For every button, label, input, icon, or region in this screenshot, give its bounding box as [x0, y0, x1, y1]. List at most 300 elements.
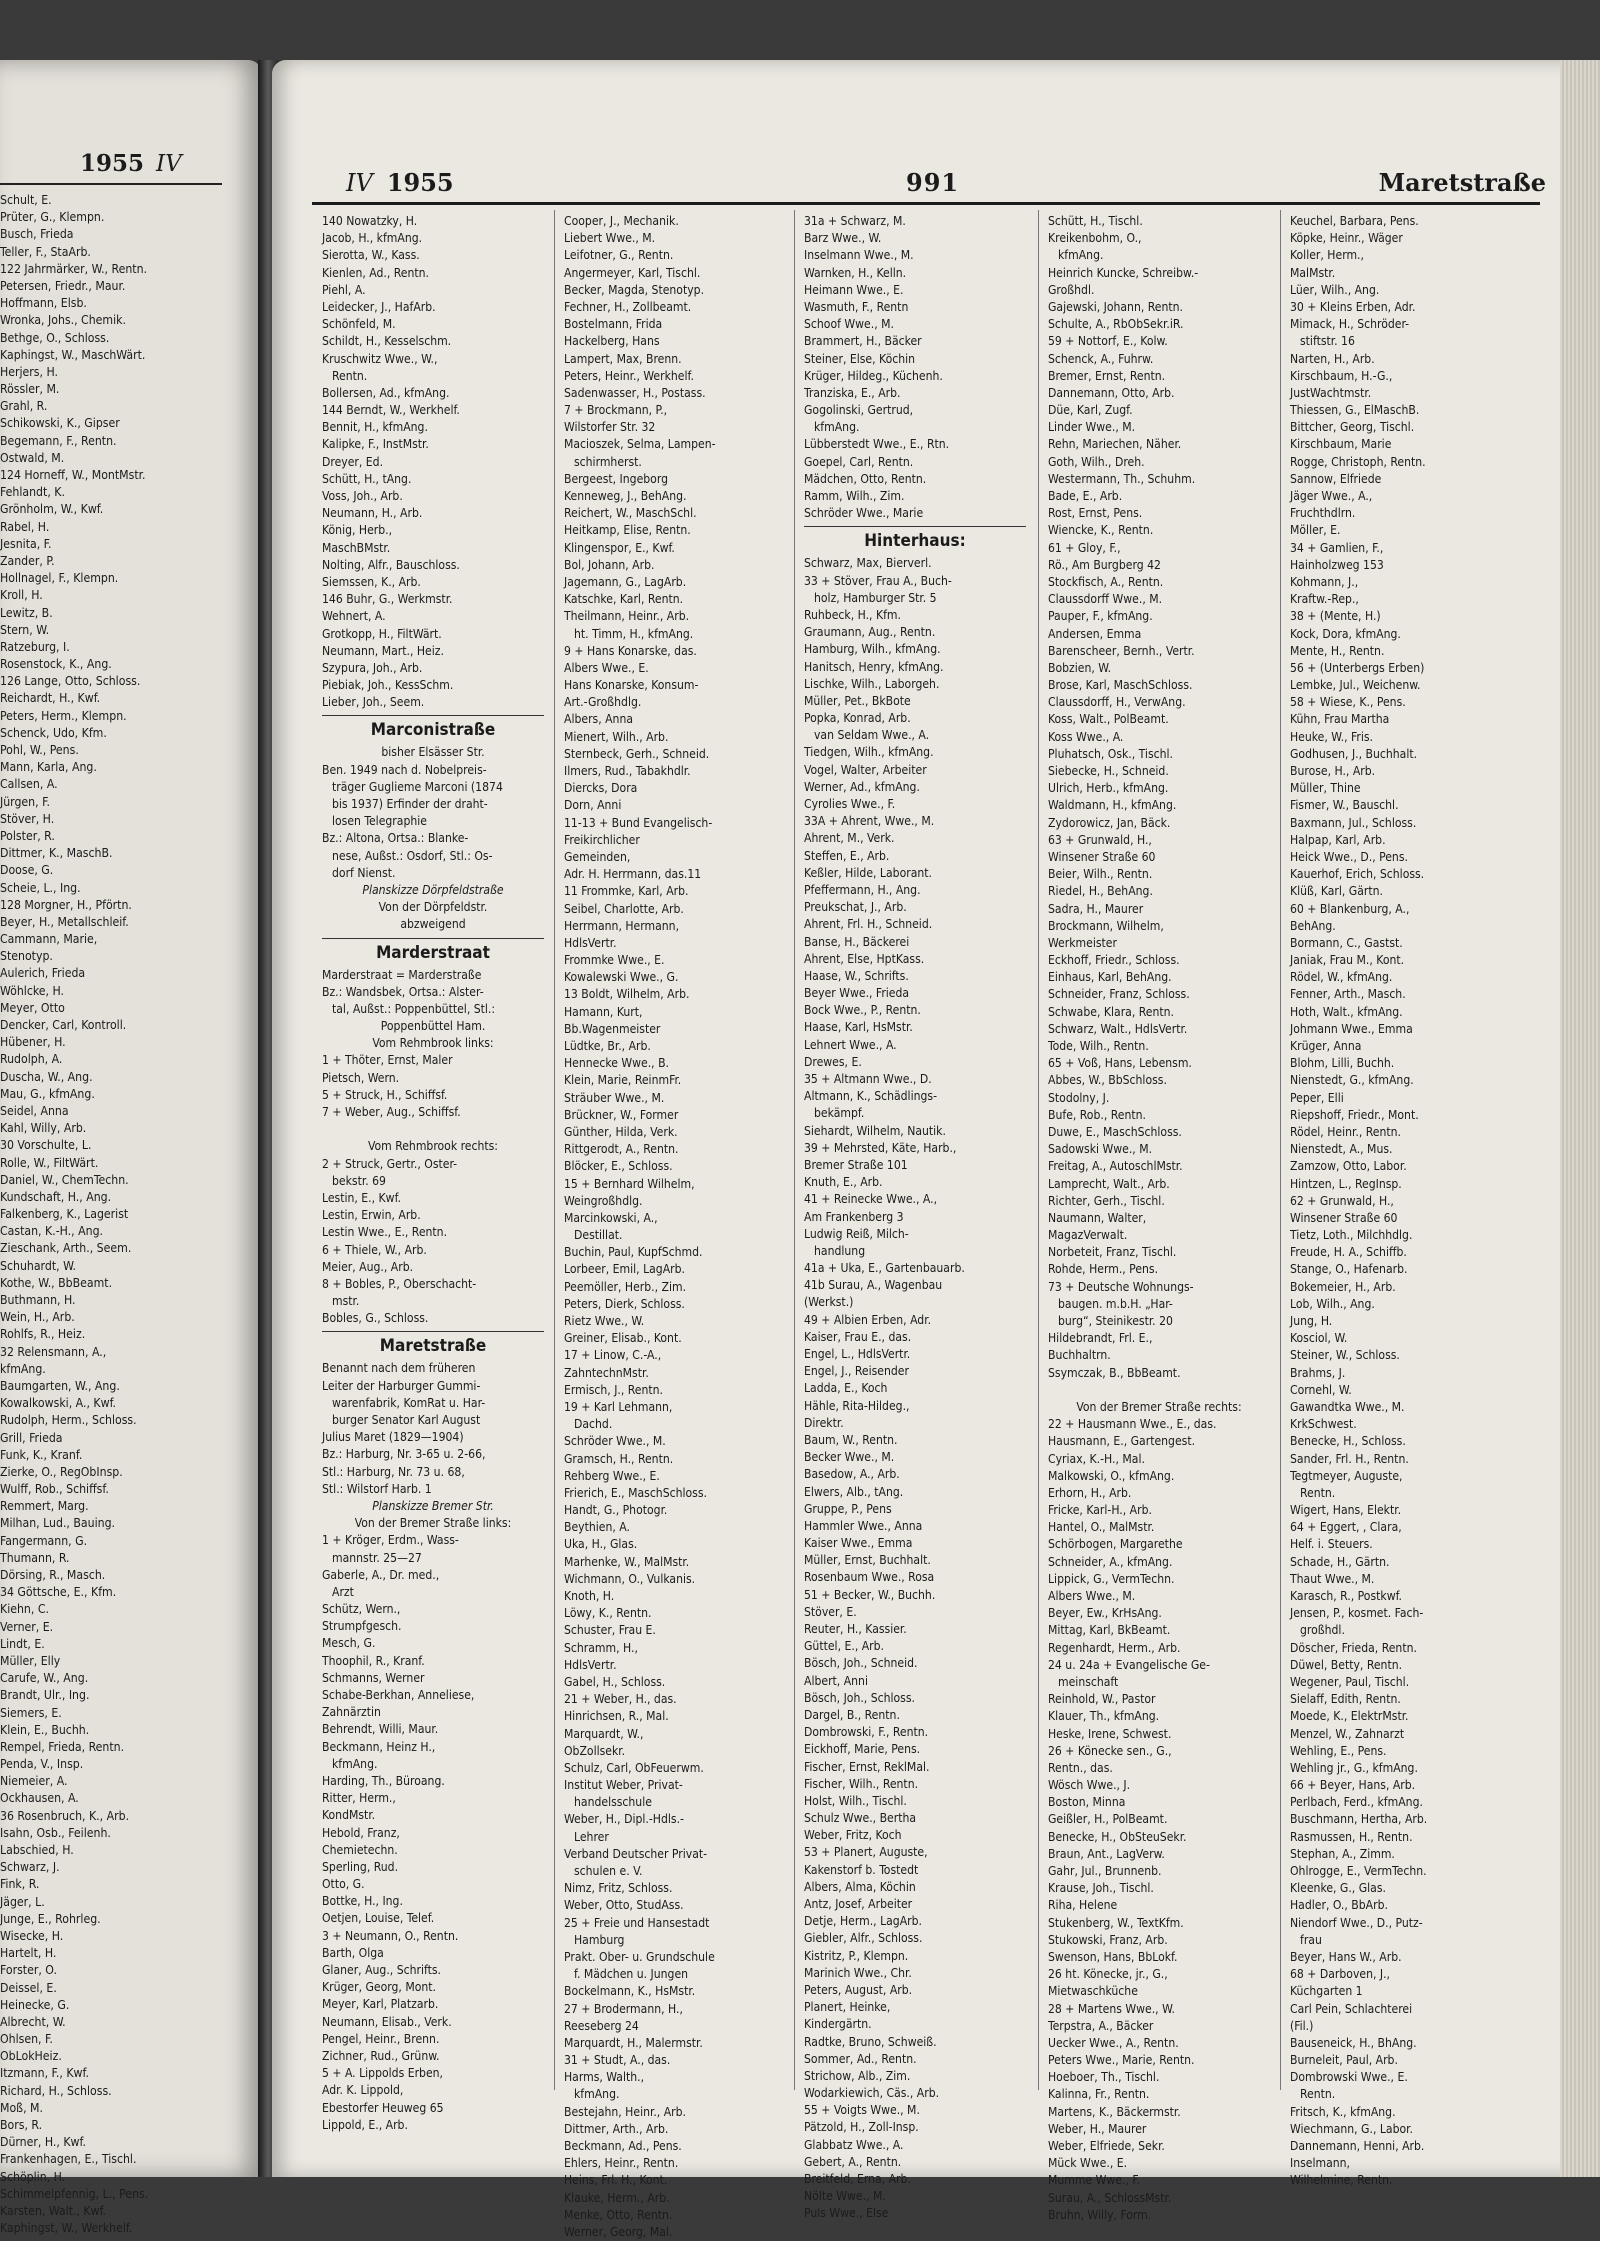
resident-entry: Dombrowski, F., Rentn. [804, 1725, 929, 1740]
resident-entry: Surau, A., SchlossMstr. [1048, 2190, 1172, 2205]
resident-entry: Ahrent, Frl. H., Schneid. [804, 917, 933, 932]
house-number-entry: 21 + Weber, H., das. [564, 1692, 677, 1707]
left-page-entry: 36 Rosenbruch, K., Arb. [0, 1808, 130, 1823]
left-page-entry: Remmert, Marg. [0, 1499, 89, 1514]
resident-entry: Barenscheer, Bernh., Vertr. [1048, 643, 1195, 658]
resident-entry: Lampert, Max, Brenn. [564, 351, 682, 366]
resident-entry: Hamburg [574, 1932, 625, 1947]
resident-entry: Mietwaschküche [1048, 1984, 1138, 1999]
resident-entry: Niendorf Wwe., D., Putz- [1290, 1915, 1423, 1930]
resident-entry: Linder Wwe., M. [1048, 420, 1136, 435]
map-reference: Planskizze Bremer Str. [372, 1498, 494, 1513]
resident-entry: Krause, Joh., Tischl. [1048, 1881, 1154, 1896]
page-edge [1560, 60, 1600, 2177]
resident-entry: Handt, G., Photogr. [564, 1503, 668, 1518]
house-number-entry: 41a + Uka, E., Gartenbauarb. [804, 1261, 965, 1276]
resident-entry: Nienstedt, A., Mus. [1290, 1142, 1393, 1157]
left-page-entry: Prüter, G., Klempn. [0, 210, 105, 225]
resident-entry: Buchin, Paul, KupfSchmd. [564, 1245, 703, 1260]
resident-entry: Jung, H. [1290, 1314, 1333, 1328]
resident-entry: Bufe, Rob., Rentn. [1048, 1107, 1146, 1122]
resident-entry: Barth, Olga [322, 1945, 384, 1960]
resident-entry: Wehling, E., Pens. [1290, 1743, 1387, 1758]
left-page-entry: 128 Morgner, H., Pförtn. [0, 897, 132, 912]
resident-entry: Fritsch, K., kfmAng. [1290, 2104, 1396, 2119]
resident-entry: Benecke, H., Schloss. [1290, 1434, 1406, 1449]
resident-entry: Bz.: Altona, Ortsa.: Blanke- [322, 831, 469, 846]
resident-entry: Wösch Wwe., J. [1048, 1778, 1131, 1793]
resident-entry: Direktr. [804, 1415, 844, 1430]
resident-entry: handlung [814, 1243, 866, 1258]
house-number-entry: 59 + Nottorf, E., Kolw. [1048, 334, 1168, 349]
house-number-entry: 22 + Hausmann Wwe., E., das. [1048, 1417, 1217, 1432]
left-page-entry: Duscha, W., Ang. [0, 1069, 93, 1084]
house-number-entry: 60 + Blankenburg, A., [1290, 901, 1410, 916]
left-page-entry: Jäger, L. [0, 1894, 45, 1909]
resident-entry: Johmann Wwe., Emma [1290, 1021, 1413, 1036]
resident-entry: Leiter der Harburger Gummi- [322, 1378, 481, 1393]
resident-entry: Fischer, Ernst, ReklMal. [804, 1759, 930, 1774]
resident-entry: Hebold, Franz, [322, 1825, 400, 1840]
left-page-entry: Dürner, H., Kwf. [0, 2135, 86, 2150]
resident-entry: Weber, Otto, StudAss. [564, 1898, 684, 1913]
resident-entry: mstr. [332, 1294, 360, 1309]
resident-entry: Hinrichsen, R., Mal. [564, 1709, 669, 1724]
resident-entry: Weber, Elfriede, Sekr. [1048, 2139, 1165, 2153]
resident-entry: Hoeboer, Th., Tischl. [1048, 2070, 1160, 2085]
resident-entry: Lübberstedt Wwe., E., Rtn. [804, 437, 950, 452]
left-page-entry: Wulff, Rob., Schiffsf. [0, 1482, 109, 1497]
resident-entry: Kalinna, Fr., Rentn. [1048, 2087, 1150, 2102]
left-page-entry: 32 Relensmann, A., [0, 1344, 107, 1359]
resident-entry: Pauper, F., kfmAng. [1048, 609, 1153, 624]
resident-entry: Hainholzweg 153 [1290, 557, 1384, 572]
resident-entry: Arzt [332, 1584, 354, 1599]
resident-entry: Kohmann, J., [1290, 574, 1359, 589]
house-number-entry: 51 + Becker, W., Buchh. [804, 1587, 936, 1602]
resident-entry: Kruschwitz Wwe., W., [322, 351, 438, 366]
left-page-entry: Schenck, Udo, Kfm. [0, 725, 107, 740]
left-page-entry: Zander, P. [0, 553, 55, 568]
resident-entry: Regenhardt, Herm., Arb. [1048, 1640, 1181, 1655]
resident-entry: Cyriax, K.-H., Mal. [1048, 1451, 1145, 1466]
resident-entry: Sadenwasser, H., Postass. [564, 385, 706, 400]
resident-entry: Ebestorfer Heuweg 65 [322, 2100, 444, 2115]
resident-entry: Klüß, Karl, Gärtn. [1290, 884, 1383, 899]
resident-entry: Rehn, Mariechen, Näher. [1048, 437, 1182, 452]
resident-entry: Beythien, A. [564, 1520, 630, 1535]
resident-entry: Inselmann, [1290, 2156, 1351, 2171]
left-page-entry: Dörsing, R., Masch. [0, 1568, 106, 1582]
resident-entry: Lestin, E., Kwf. [322, 1190, 401, 1205]
resident-entry: Puls Wwe., Else [804, 2206, 889, 2221]
resident-entry: Fechner, H., Zollbeamt. [564, 299, 692, 314]
directory-column-4 [1048, 213, 1270, 2222]
column-divider [554, 210, 555, 2090]
resident-entry: Wilhelmine, Rentn. [1290, 2173, 1393, 2188]
section-note: Von der Bremer Straße links: [354, 1516, 512, 1531]
resident-entry: Heske, Irene, Schwest. [1048, 1726, 1172, 1741]
resident-entry: Szypura, Joh., Arb. [322, 660, 423, 675]
resident-entry: Riepshoff, Friedr., Mont. [1290, 1107, 1419, 1122]
street-heading: Marderstraat [322, 938, 544, 967]
house-number-entry: 63 + Grunwald, H., [1048, 832, 1152, 847]
resident-entry: Hamburg, Wilh., kfmAng. [804, 642, 941, 657]
resident-entry: Albers Wwe., M. [1048, 1589, 1136, 1603]
resident-entry: Hennecke Wwe., B. [564, 1056, 670, 1071]
resident-entry: Bremer Straße 101 [804, 1157, 908, 1172]
resident-entry: Schmanns, Werner [322, 1670, 425, 1685]
resident-entry: Gramsch, H., Rentn. [564, 1451, 674, 1466]
resident-entry: Albers, Anna [564, 712, 634, 727]
resident-entry: Eickhoff, Marie, Pens. [804, 1742, 921, 1757]
resident-entry: Schütt, H., Tischl. [1048, 214, 1143, 228]
resident-entry: Krüger, Hildeg., Küchenh. [804, 368, 943, 383]
resident-entry: Kienlen, Ad., Rentn. [322, 265, 430, 280]
resident-entry: Burose, H., Arb. [1290, 764, 1376, 778]
resident-entry: Schulz Wwe., Bertha [804, 1811, 917, 1826]
house-number-entry: 35 + Altmann Wwe., D. [804, 1072, 932, 1086]
left-page-entry: Grill, Frieda [0, 1430, 63, 1445]
resident-entry: Giebler, Alfr., Schloss. [804, 1931, 923, 1946]
resident-entry: Siehardt, Wilhelm, Nautik. [804, 1123, 946, 1138]
resident-entry: Schönfeld, M. [322, 317, 396, 332]
resident-entry: Schoof Wwe., M. [804, 317, 894, 332]
resident-entry: Sannow, Elfriede [1290, 471, 1382, 486]
section-note: Vom Rehmbrook rechts: [368, 1139, 498, 1154]
resident-entry: Lob, Wilh., Ang. [1290, 1296, 1375, 1311]
resident-entry: Cyrolies Wwe., F. [804, 797, 896, 811]
left-page-entry: Seidel, Anna [0, 1103, 69, 1118]
resident-entry: Schuster, Frau E. [564, 1623, 656, 1638]
house-number-entry: 31 + Studt, A., das. [564, 2053, 671, 2068]
left-page-entry: 124 Horneff, W., MontMstr. [0, 468, 146, 482]
resident-entry: burger Senator Karl August [332, 1413, 481, 1427]
resident-entry: Lorbeer, Emil, LagArb. [564, 1262, 685, 1277]
resident-entry: Bockelmann, K., HsMstr. [564, 1984, 696, 1999]
resident-entry: Fenner, Arth., Masch. [1290, 987, 1406, 1002]
resident-entry: Kirschbaum, Marie [1290, 437, 1392, 452]
resident-entry: Glaner, Aug., Schrifts. [322, 1963, 441, 1977]
resident-entry: Ritter, Herm., [322, 1791, 396, 1806]
left-page-entry: Lewitz, B. [0, 605, 53, 620]
resident-entry: Peper, Elli [1290, 1090, 1344, 1105]
resident-entry: Rö., Am Burgberg 42 [1048, 557, 1161, 572]
resident-entry: Heick Wwe., D., Pens. [1290, 849, 1408, 864]
resident-entry: Freikirchlicher [564, 832, 640, 847]
resident-entry: Piehl, A. [322, 282, 366, 297]
resident-entry: Marcinkowski, A., [564, 1210, 658, 1225]
resident-entry: Reeseberg 24 [564, 2018, 639, 2033]
resident-entry: Voss, Joh., Arb. [322, 489, 403, 503]
left-page-entry: Zieschank, Arth., Seem. [0, 1241, 132, 1256]
resident-entry: Klauer, Th., kfmAng. [1048, 1709, 1160, 1724]
resident-entry: Oetjen, Louise, Telef. [322, 1911, 435, 1926]
resident-entry: Nölte Wwe., M. [804, 2189, 886, 2204]
resident-entry: Kosciol, W. [1290, 1331, 1348, 1346]
resident-entry: Krüger, Anna [1290, 1039, 1362, 1053]
house-number-entry: 55 + Voigts Wwe., M. [804, 2103, 920, 2118]
left-page-entry: Kothe, W., BbBeamt. [0, 1275, 113, 1290]
left-page-entry: Rosenstock, K., Ang. [0, 657, 112, 672]
resident-entry: Rasmussen, H., Rentn. [1290, 1829, 1413, 1844]
house-number-entry: 8 + Bobles, P., Oberschacht- [322, 1276, 477, 1291]
resident-entry: Rost, Ernst, Pens. [1048, 506, 1143, 521]
resident-entry: mannstr. 25—27 [332, 1550, 422, 1565]
left-page-entry: 34 Göttsche, E., Kfm. [0, 1585, 117, 1600]
resident-entry: Weber, Fritz, Koch [804, 1828, 902, 1843]
resident-entry: Ladda, E., Koch [804, 1381, 888, 1396]
resident-entry: Haase, W., Schrifts. [804, 968, 909, 983]
resident-entry: Pluhatsch, Osk., Tischl. [1048, 746, 1173, 761]
resident-entry: Steiner, Else, Köchin [804, 351, 916, 366]
resident-entry: Bormann, C., Gastst. [1290, 935, 1403, 950]
resident-entry: Heimann Wwe., E. [804, 282, 904, 297]
left-page-entry: Kaphingst, W., Werkhelf. [0, 2221, 133, 2236]
resident-entry: Schade, H., Gärtn. [1290, 1554, 1390, 1569]
resident-entry: Albert, Anni [804, 1673, 868, 1688]
resident-entry: Chemietechn. [322, 1842, 398, 1857]
resident-entry: Frommke Wwe., E. [564, 953, 665, 968]
left-page-entry: Schuhardt, W. [0, 1258, 76, 1273]
resident-entry: Düwel, Betty, Rentn. [1290, 1657, 1403, 1672]
resident-entry: Sierotta, W., Kass. [322, 248, 420, 263]
resident-entry: Küchgarten 1 [1290, 1984, 1363, 1999]
resident-entry: Ilmers, Rud., Tabakhdlr. [564, 764, 691, 778]
resident-entry: Barz Wwe., W. [804, 231, 882, 246]
resident-entry: Narten, H., Arb. [1290, 351, 1375, 366]
resident-entry: Duwe, E., MaschSchloss. [1048, 1124, 1182, 1139]
resident-entry: Gemeinden, [564, 849, 631, 864]
resident-entry: Sperling, Rud. [322, 1859, 399, 1874]
resident-entry: Lestin, Erwin, Arb. [322, 1208, 421, 1223]
left-page-entry: Ohlsen, F. [0, 2032, 53, 2047]
resident-entry: Rentn., das. [1048, 1760, 1113, 1775]
resident-entry: Marinich Wwe., Chr. [804, 1965, 912, 1980]
left-page-entry: Kaphingst, W., MaschWärt. [0, 347, 146, 362]
map-reference: Planskizze Dörpfeldstraße [362, 882, 504, 897]
resident-entry: Mesch, G. [322, 1636, 376, 1651]
left-page-entry: Lindt, E. [0, 1636, 45, 1651]
house-number-entry: 15 + Bernhard Wilhelm, [564, 1176, 695, 1191]
left-page-entry: Richard, H., Schloss. [0, 2083, 112, 2098]
resident-entry: Drewes, E. [804, 1054, 862, 1069]
resident-entry: Breitfeld, Erna, Arb. [804, 2172, 911, 2186]
resident-entry: MagazVerwalt. [1048, 1228, 1128, 1243]
resident-entry: Liebert Wwe., M. [564, 231, 656, 246]
resident-entry: ht. Timm, H., kfmAng. [574, 626, 694, 641]
resident-entry: Thaut Wwe., M. [1290, 1571, 1375, 1586]
resident-entry: Pfeffermann, H., Ang. [804, 882, 921, 897]
resident-entry: Hintzen, L., RegInsp. [1290, 1176, 1402, 1191]
resident-entry [322, 1121, 544, 1138]
resident-entry: Frierich, E., MaschSchloss. [564, 1485, 707, 1500]
left-page-entry: Rempel, Frieda, Rentn. [0, 1739, 125, 1754]
resident-entry: Günther, Hilda, Verk. [564, 1124, 678, 1139]
left-page-entry: Verner, E. [0, 1619, 54, 1634]
left-page-entry: Milhan, Lud., Bauing. [0, 1516, 116, 1531]
left-page-entry: Reichardt, H., Kwf. [0, 691, 101, 706]
resident-entry: ObZollsekr. [564, 1743, 626, 1758]
left-page-entry: Schult, E. [0, 193, 52, 207]
resident-entry: Janiak, Frau M., Kont. [1290, 953, 1405, 968]
resident-entry: Dorn, Anni [564, 798, 622, 813]
left-page-entry: Kroll, H. [0, 588, 43, 603]
house-number-entry: 64 + Eggert, , Clara, [1290, 1520, 1402, 1535]
resident-entry: MaschBMstr. [322, 540, 391, 555]
resident-entry: Reuter, H., Kassier. [804, 1622, 907, 1636]
left-page-entry: Stöver, H. [0, 811, 55, 826]
resident-entry: Beckmann, Ad., Pens. [564, 2139, 682, 2153]
left-page-entry: Brandt, Ulr., Ing. [0, 1688, 90, 1703]
left-page-entry: Rössler, M. [0, 382, 60, 397]
resident-entry: Schröder Wwe., M. [564, 1434, 666, 1449]
left-page-entry: Penda, V., Insp. [0, 1757, 84, 1772]
resident-entry: Nimz, Fritz, Schloss. [564, 1881, 673, 1896]
resident-entry: Wiencke, K., Rentn. [1048, 523, 1154, 538]
left-page-entry: Heinecke, G. [0, 1997, 70, 2012]
left-page-entry: Dencker, Carl, Kontroll. [0, 1018, 127, 1032]
left-page-entry: 126 Lange, Otto, Schloss. [0, 674, 141, 689]
left-page-entry: Ostwald, M. [0, 450, 65, 465]
resident-entry: Albers, Alma, Köchin [804, 1879, 916, 1894]
resident-entry: Dombrowski Wwe., E. [1290, 2070, 1408, 2085]
house-number-entry: 3 + Neumann, O., Rentn. [322, 1928, 459, 1943]
left-page-district: IV [156, 151, 182, 177]
resident-entry: Perlbach, Ferd., kfmAng. [1290, 1795, 1423, 1810]
resident-entry: Winsener Straße 60 [1290, 1210, 1398, 1225]
resident-entry: Angermeyer, Karl, Tischl. [564, 265, 701, 280]
resident-entry: Kindergärtn. [804, 2017, 872, 2032]
resident-entry: Rödel, W., kfmAng. [1290, 970, 1393, 985]
resident-entry: Schramm, H., [564, 1640, 638, 1655]
resident-entry: Adr. K. Lippold, [322, 2083, 404, 2098]
house-number-entry: 61 + Gloy, F., [1048, 540, 1121, 555]
resident-entry: Menzel, W., Zahnarzt [1290, 1726, 1405, 1741]
left-page-entry: Schwarz, J. [0, 1860, 60, 1875]
resident-entry: Schörbogen, Margarethe [1048, 1537, 1183, 1552]
resident-entry: Tode, Wilh., Rentn. [1048, 1039, 1149, 1053]
left-page-year: 1955 [80, 150, 145, 177]
directory-column-2 [564, 213, 786, 2239]
resident-entry: Buschmann, Hertha, Arb. [1290, 1812, 1428, 1827]
resident-entry: Gebert, A., Rentn. [804, 2154, 902, 2169]
resident-entry: Schenck, A., Fuhrw. [1048, 351, 1154, 366]
resident-entry: Bade, E., Arb. [1048, 489, 1123, 503]
resident-entry: Tiedgen, Wilh., kfmAng. [804, 745, 934, 760]
resident-entry: Großhdl. [1048, 282, 1095, 297]
resident-entry: Claussdorff, H., VerwAng. [1048, 695, 1186, 710]
resident-entry: Mittag, Karl, BkBeamt. [1048, 1623, 1171, 1638]
resident-entry: Menke, Otto, Rentn. [564, 2207, 673, 2222]
resident-entry: stiftstr. 16 [1300, 334, 1355, 349]
resident-entry: van Seldam Wwe., A. [814, 728, 930, 743]
resident-entry: Burneleit, Paul, Arb. [1290, 2053, 1398, 2068]
section-note: Von der Bremer Straße rechts: [1076, 1399, 1242, 1414]
house-number-entry: 144 Berndt, W., Werkhelf. [322, 403, 460, 418]
house-number-entry: 66 + Beyer, Hans, Arb. [1290, 1778, 1416, 1793]
resident-entry: Möller, E. [1290, 523, 1341, 538]
left-page-entry: Thumann, R. [0, 1550, 70, 1565]
left-page-entry: Rabel, H. [0, 519, 50, 534]
house-number-entry: 24 u. 24a + Evangelische Ge- [1048, 1657, 1210, 1672]
left-page-entry: Grönholm, W., Kwf. [0, 502, 104, 517]
left-page-entry: Callsen, A. [0, 777, 58, 792]
resident-entry: Baxmann, Jul., Schloss. [1290, 815, 1417, 830]
house-number-entry: 53 + Planert, Auguste, [804, 1845, 928, 1860]
page-year: 1955 [386, 168, 454, 197]
resident-entry: Inselmann Wwe., M. [804, 248, 914, 263]
resident-entry: Kirschbaum, H.-G., [1290, 368, 1393, 383]
left-page-entry: Schöplin, H. [0, 2169, 66, 2184]
resident-entry: Terpstra, A., Bäcker [1048, 2018, 1154, 2033]
resident-entry: Rittgerodt, A., Rentn. [564, 1142, 679, 1157]
resident-entry: Meyer, Karl, Platzarb. [322, 1997, 439, 2012]
house-number-entry: 11-13 + Bund Evangelisch- [564, 815, 713, 830]
resident-entry: Art.-Großhdlg. [564, 695, 642, 710]
resident-entry: Ermisch, J., Rentn. [564, 1382, 664, 1397]
resident-entry: Wodarkiewich, Cäs., Arb. [804, 2086, 940, 2101]
resident-entry: Brückner, W., Former [564, 1107, 679, 1122]
resident-entry: Klauke, Herm., Arb. [564, 2190, 670, 2205]
resident-entry: Basedow, A., Arb. [804, 1467, 900, 1482]
resident-entry: Hoth, Walt., kfmAng. [1290, 1004, 1403, 1019]
resident-entry: Kreikenbohm, O., [1048, 231, 1142, 246]
left-page-entry: Mau, G., kfmAng. [0, 1086, 95, 1101]
left-page-entry: Kowalkowski, A., Kwf. [0, 1396, 117, 1411]
house-number-entry: 41b Surau, A., Wagenbau [804, 1278, 943, 1293]
resident-entry: Bauseneick, H., BhAng. [1290, 2035, 1417, 2050]
house-number-entry: 19 + Karl Lehmann, [564, 1399, 673, 1414]
resident-entry: Riha, Helene [1048, 1898, 1118, 1913]
left-page-entry: Rolle, W., FiltWärt. [0, 1155, 99, 1170]
resident-entry: baugen. m.b.H. „Har- [1058, 1296, 1173, 1311]
left-page-entries [0, 192, 255, 2237]
resident-entry: Ehlers, Heinr., Rentn. [564, 2156, 679, 2171]
resident-entry: Tranziska, E., Arb. [804, 385, 901, 400]
resident-entry: Jensen, P., kosmet. Fach- [1290, 1606, 1424, 1621]
resident-entry: Schröder Wwe., Marie [804, 506, 924, 521]
resident-entry: Werkmeister [1048, 935, 1117, 950]
directory-column-5 [1290, 213, 1512, 2188]
resident-entry: Meier, Aug., Arb. [322, 1259, 414, 1274]
resident-entry: Naumann, Walter, [1048, 1210, 1147, 1225]
resident-entry: Schulz, Carl, ObFeuerwm. [564, 1760, 704, 1775]
resident-entry: Werner, Georg, Mal. [564, 2224, 673, 2239]
resident-entry: Hanitsch, Henry, kfmAng. [804, 659, 944, 674]
left-page-entry: Meyer, Otto [0, 1000, 65, 1015]
left-page-entry: Kundschaft, H., Ang. [0, 1189, 112, 1204]
house-number-entry: 33A + Ahrent, Wwe., M. [804, 814, 935, 829]
resident-entry: Altmann, K., Schädlings- [804, 1089, 938, 1104]
house-number-entry: 140 Nowatzky, H. [322, 214, 418, 228]
resident-entry: Schneider, A., kfmAng. [1048, 1554, 1173, 1569]
left-page-entry: Jesnita, F. [0, 536, 52, 551]
directory-column-3 [804, 213, 1026, 2221]
resident-entry: Bittcher, Georg, Tischl. [1290, 420, 1415, 435]
resident-entry: Bestejahn, Heinr., Arb. [564, 2104, 686, 2119]
resident-entry: Ramm, Wilh., Zim. [804, 489, 905, 503]
resident-entry: Hadler, O., BbArb. [1290, 1898, 1388, 1913]
resident-entry: Reinhold, W., Pastor [1048, 1692, 1156, 1707]
resident-entry: Mumme Wwe., F. [1048, 2173, 1141, 2188]
page-header-left [346, 168, 454, 197]
resident-entry: Helf. i. Steuers. [1290, 1537, 1373, 1552]
left-page-entry: Frankenhagen, E., Tischl. [0, 2152, 137, 2167]
resident-entry: Müller, Ernst, Buchhalt. [804, 1553, 931, 1568]
resident-entry: Erhorn, H., Arb. [1048, 1485, 1132, 1500]
column-divider [1280, 210, 1281, 2090]
